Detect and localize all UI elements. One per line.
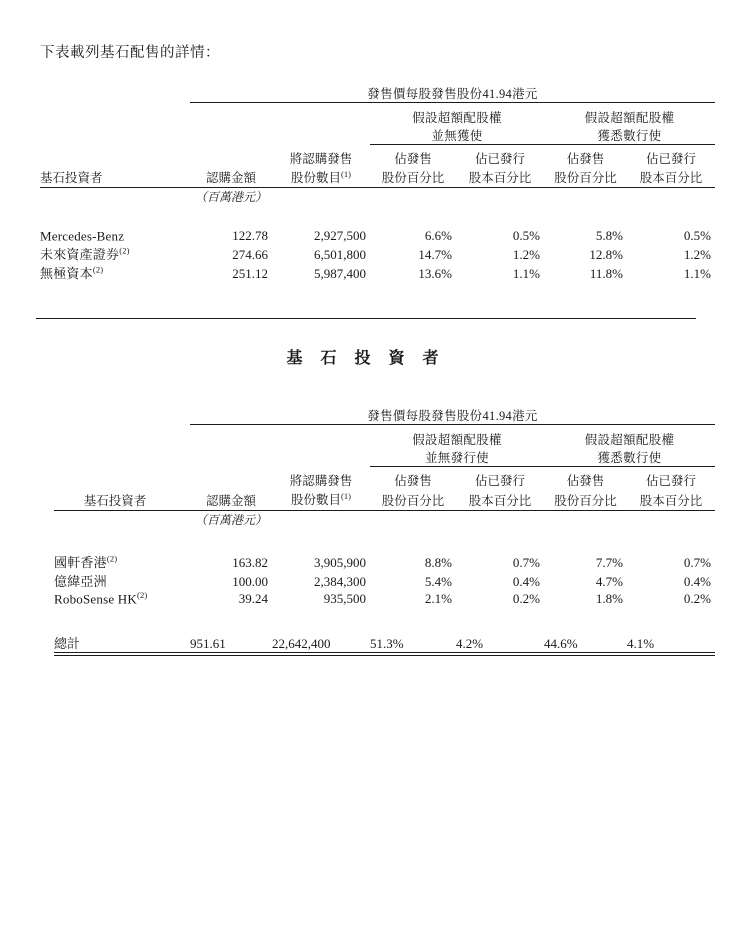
total-pct-offer-yes: 44.6% [544, 635, 578, 651]
investor-name: Mercedes-Benz [40, 228, 125, 244]
pct-issued-no-header-line1: 佔已發行 [474, 151, 525, 166]
footnote-marker-1: (1) [341, 491, 351, 502]
table-one [40, 84, 715, 283]
pct-offer-no-header-line1: 佔發售 [394, 151, 432, 166]
shares-header-line2: 股份數目$^{(1)}$ [291, 168, 351, 185]
column-header-line1-row [40, 472, 715, 490]
with-overallot-header-line2: 獲悉數行使 [597, 128, 662, 143]
shares-value: 2,384,300 [314, 573, 366, 589]
pct-offer-yes-value: 4.7% [595, 573, 623, 589]
spacer-row [40, 528, 715, 552]
price-span-header: 發售價每股發售股份41.94港元 [367, 86, 538, 101]
total-pct-issued-no: 4.2% [456, 635, 484, 651]
pct-issued-no-value: 1.2% [512, 247, 540, 263]
total-double-rule-row [40, 652, 715, 656]
table-row [40, 227, 715, 244]
overallot-span-header-row2 [40, 126, 715, 144]
column-header-line2-row [40, 490, 715, 509]
pct-issued-no-value: 0.4% [512, 573, 540, 589]
pct-issued-yes-value: 0.7% [683, 554, 711, 570]
investor-name: RoboSense HK$^{(2)}$ [54, 589, 148, 606]
pct-offer-no-header-line1: 佔發售 [394, 474, 432, 489]
table-row [40, 571, 715, 590]
pct-issued-yes-value: 0.4% [683, 573, 711, 589]
pct-issued-no-value: 0.2% [512, 590, 540, 606]
pct-offer-no-value: 13.6% [418, 266, 452, 282]
amount-value: 122.78 [232, 228, 268, 244]
amount-value: 274.66 [232, 247, 268, 263]
pct-offer-no-value: 8.8% [424, 554, 452, 570]
amount-unit: （百萬港元） [194, 189, 267, 204]
price-span-header-row [40, 84, 715, 102]
shares-value: 935,500 [323, 590, 366, 606]
pct-issued-yes-value: 0.2% [683, 590, 711, 606]
amount-header: 認購金額 [205, 170, 256, 185]
intro-paragraph: 下表載列基石配售的詳情： [40, 44, 220, 61]
table-two [40, 406, 715, 656]
no-overallot-header-line1: 假設超額配股權 [412, 110, 502, 125]
amount-value: 163.82 [232, 554, 268, 570]
pct-offer-yes-value: 1.8% [595, 590, 623, 606]
unit-row [40, 511, 715, 528]
pct-offer-no-header-line2: 股份百分比 [381, 170, 445, 185]
table-row [40, 244, 715, 263]
pct-issued-no-value: 0.5% [512, 228, 540, 244]
with-overallot-header-line1: 假設超額配股權 [584, 110, 675, 125]
amount-unit: （百萬港元） [194, 512, 267, 527]
investor-name: 國軒香港$^{(2)}$ [54, 553, 118, 570]
total-pct-offer-no: 51.3% [370, 635, 404, 651]
footnote-marker-1: (1) [341, 168, 351, 179]
amount-value: 251.12 [232, 266, 268, 282]
pct-issued-no-value: 1.1% [512, 266, 540, 282]
page-title: 基 石 投 資 者 [286, 350, 446, 368]
pct-offer-yes-value: 12.8% [589, 247, 623, 263]
pct-issued-yes-value: 1.1% [683, 266, 711, 282]
shares-value: 6,501,800 [314, 247, 366, 263]
pct-issued-no-header-line2: 股本百分比 [468, 170, 532, 185]
table-row [40, 263, 715, 282]
unit-row [40, 188, 715, 205]
pct-issued-yes-header-line2: 股本百分比 [639, 170, 703, 185]
amount-header: 認購金額 [205, 493, 256, 508]
table-row [40, 590, 715, 607]
pct-offer-yes-value: 7.7% [595, 554, 623, 570]
column-header-line1-row [40, 150, 715, 168]
investor-name: 無極資本$^{(2)}$ [40, 264, 104, 282]
shares-header-line1: 將認購發售 [289, 474, 353, 489]
pct-issued-yes-value: 1.2% [683, 247, 711, 263]
with-overallot-header-line1: 假設超額配股權 [584, 433, 675, 448]
table-row [40, 552, 715, 571]
total-pct-issued-yes: 4.1% [627, 635, 655, 651]
total-label: 總計 [54, 635, 81, 651]
pct-offer-no-header-line2: 股份百分比 [381, 493, 445, 508]
cornerstone-table-two [40, 406, 711, 656]
shares-header-line1: 將認購發售 [289, 151, 353, 166]
investor-header: 基石投資者 [83, 493, 147, 508]
pct-offer-yes-header-line1: 佔發售 [566, 474, 605, 489]
shares-value: 3,905,900 [314, 554, 366, 570]
overallot-span-header-row [40, 430, 715, 448]
pct-offer-yes-value: 5.8% [595, 228, 623, 244]
amount-value: 100.00 [232, 573, 268, 589]
total-shares: 22,642,400 [272, 635, 331, 651]
investor-name: 億緯亞洲 [54, 573, 107, 589]
shares-value: 5,987,400 [314, 266, 366, 282]
pct-issued-no-header-line2: 股本百分比 [468, 493, 532, 508]
total-amount: 951.61 [190, 635, 226, 651]
with-overallot-header-line2: 獲悉數行使 [597, 451, 662, 466]
pct-issued-yes-header-line2: 股本百分比 [639, 493, 703, 508]
investor-name: 未來資產證券$^{(2)}$ [40, 245, 130, 263]
document-page [0, 15, 732, 925]
pct-issued-yes-value: 0.5% [683, 228, 711, 244]
pct-offer-no-value: 14.7% [418, 247, 452, 263]
investor-header: 基石投資者 [40, 170, 103, 185]
pct-issued-yes-header-line1: 佔已發行 [645, 474, 696, 489]
pct-offer-no-value: 6.6% [424, 228, 452, 244]
spacer-row [40, 205, 715, 227]
no-overallot-header-line2: 並無發行使 [424, 451, 489, 466]
overallot-span-header-row [40, 108, 715, 126]
pct-offer-yes-value: 11.8% [589, 266, 623, 282]
pct-offer-yes-header-line2: 股份百分比 [554, 170, 617, 185]
shares-header-line2: 股份數目$^{(1)}$ [291, 491, 351, 508]
cornerstone-table-one [40, 84, 711, 283]
total-row [40, 633, 715, 652]
price-span-header-row [40, 406, 715, 424]
no-overallot-header-line1: 假設超額配股權 [412, 433, 502, 448]
spacer-row [40, 607, 715, 633]
pct-issued-yes-header-line1: 佔已發行 [645, 151, 696, 166]
column-header-line2-row [40, 168, 715, 187]
pct-offer-yes-header-line2: 股份百分比 [554, 493, 617, 508]
pct-issued-no-header-line1: 佔已發行 [474, 474, 525, 489]
no-overallot-header-line2: 並無獲使 [431, 128, 483, 143]
pct-offer-no-value: 2.1% [424, 590, 452, 606]
pct-issued-no-value: 0.7% [512, 554, 540, 570]
pct-offer-no-value: 5.4% [424, 573, 452, 589]
price-span-header: 發售價每股發售股份41.94港元 [367, 409, 538, 424]
amount-value: 39.24 [238, 590, 268, 606]
page-divider [36, 318, 696, 319]
shares-value: 2,927,500 [314, 228, 366, 244]
overallot-span-header-row2 [40, 448, 715, 466]
pct-offer-yes-header-line1: 佔發售 [566, 151, 605, 166]
